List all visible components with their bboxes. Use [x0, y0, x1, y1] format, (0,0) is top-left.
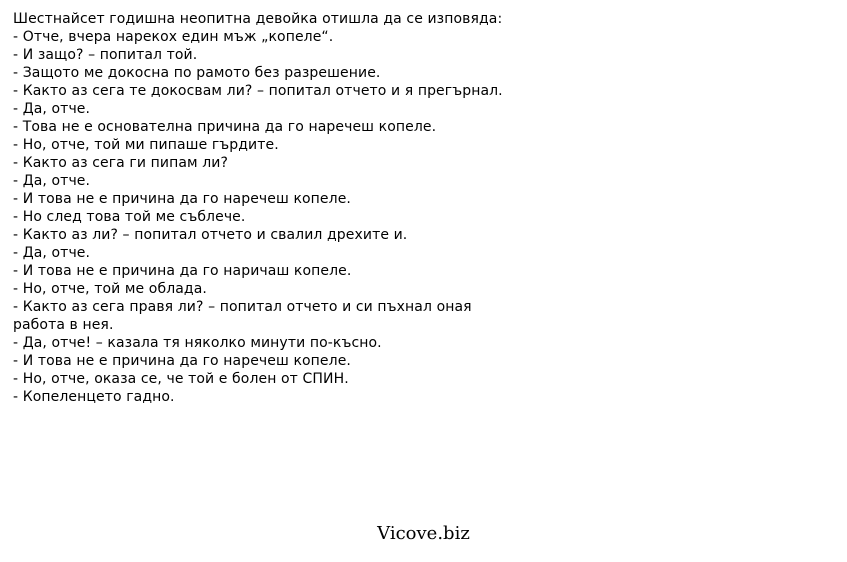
joke-line: работа в нея.	[13, 317, 114, 333]
joke-line: - Това не е основателна причина да го наречеш копеле.	[13, 119, 437, 135]
joke-line: - Но, отче, той ми пипаше гърдите.	[13, 137, 279, 153]
site-watermark: Vicove.biz	[377, 523, 470, 544]
joke-line: - Защото ме докосна по рамото без разрешение.	[13, 65, 381, 81]
joke-line: - Да, отче.	[13, 173, 91, 189]
joke-line: - Отче, вчера нарекох един мъж „копеле“.	[13, 29, 334, 45]
joke-line: - Да, отче! – казала тя няколко минути по-късно.	[13, 335, 382, 351]
joke-line: - Да, отче.	[13, 245, 91, 261]
joke-line: - Но след това той ме съблече.	[13, 209, 246, 225]
joke-line: - И това не е причина да го наречеш копеле.	[13, 353, 351, 369]
joke-line: - Както аз сега правя ли? – попитал отчето и си пъхнал оная	[13, 299, 472, 315]
joke-line: - И това не е причина да го наречеш копеле.	[13, 191, 351, 207]
joke-line: - Да, отче.	[13, 101, 91, 117]
joke-line: - И това не е причина да го наричаш копеле.	[13, 263, 352, 279]
joke-line: - Както аз ли? – попитал отчето и свалил дрехите и.	[13, 227, 408, 243]
joke-line: - Копеленцето гадно.	[13, 389, 175, 405]
joke-line: - И защо? – попитал той.	[13, 47, 198, 63]
joke-line: - Както аз сега ги пипам ли?	[13, 155, 228, 171]
joke-line-title: Шестнайсет годишна неопитна девойка отишла да се изповяда:	[13, 11, 503, 27]
joke-text	[13, 10, 833, 406]
joke-line: - Но, отче, той ме облада.	[13, 281, 207, 297]
joke-line: - Както аз сега те докосвам ли? – попитал отчето и я прегърнал.	[13, 83, 503, 99]
joke-line: - Но, отче, оказа се, че той е болен от СПИН.	[13, 371, 349, 387]
